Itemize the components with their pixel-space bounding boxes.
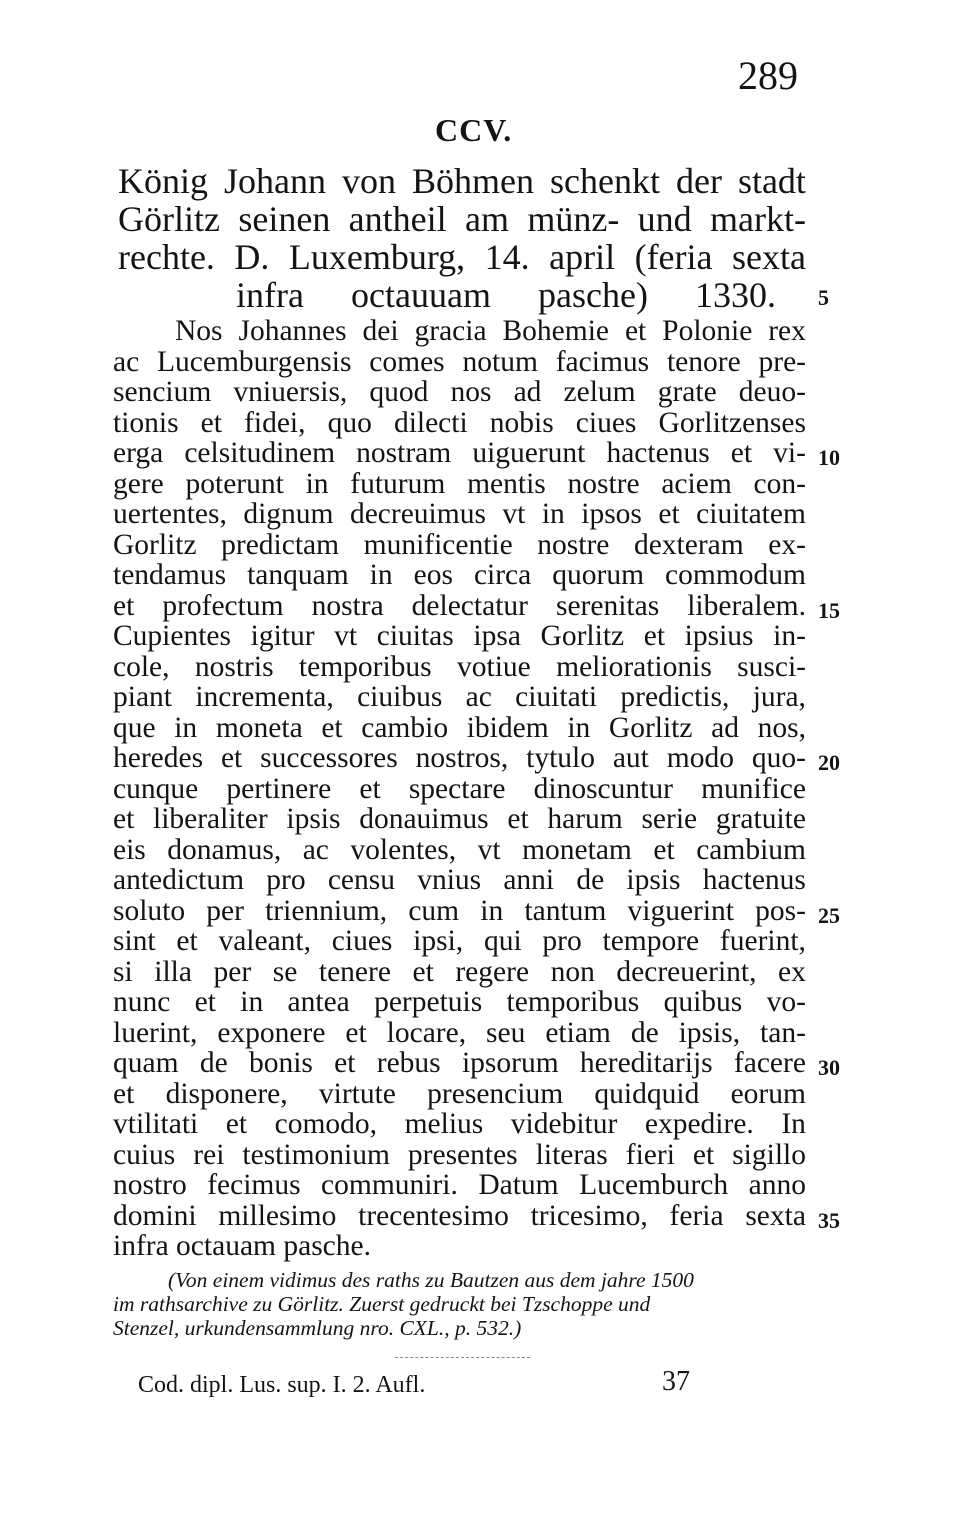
body-line: Cupientes igitur vt ciuitas ipsa Gorlitz et ipsius in- (113, 620, 806, 652)
body-line: piant incrementa, ciuibus ac ciuitati predictis, jura, (113, 681, 806, 713)
heading-word: 1330. (695, 275, 776, 315)
body-line: gere poterunt in futurum mentis nostre aciem con- (113, 467, 806, 500)
heading-word: antheil (348, 199, 447, 239)
source-note-line: (Von einem vidimus des raths zu Bautzen aus dem jahre 1500 (168, 1268, 694, 1292)
margin-line-number: 5 (818, 285, 829, 310)
footer-rule (395, 1357, 530, 1358)
body-line: tionis et fidei, quo dilecti nobis ciues Gorlitzenses (113, 406, 806, 439)
body-line: vtilitati et comodo, melius videbitur expedire. In (113, 1108, 806, 1140)
body-line: erga celsitudinem nostram uiguerunt hactenus et vi- (113, 437, 806, 469)
document-heading (118, 160, 806, 315)
body-line: soluto per triennium, cum in tantum viguerint pos- (113, 894, 806, 927)
heading-word: schenkt (550, 161, 660, 201)
body-line: ac Lucemburgensis comes notum facimus tenore pre- (113, 345, 806, 378)
body-line: uertentes, dignum decreuimus vt in ipsos et ciuitatem (113, 498, 806, 530)
heading-word: König (118, 161, 208, 201)
sheet-signature: Cod. dipl. Lus. sup. I. 2. Aufl. (138, 1372, 426, 1398)
body-line: sencium vniuersis, quod nos ad zelum grate deuo- (113, 376, 806, 408)
body-line: Gorlitz predictam munificentie nostre dexteram ex- (113, 528, 806, 561)
heading-word: von (342, 161, 396, 201)
heading-line (118, 198, 806, 240)
heading-word: rechte. (118, 237, 215, 277)
heading-word: Luxemburg, (288, 237, 466, 277)
heading-word: 14. (484, 237, 530, 277)
heading-word: und (637, 199, 692, 239)
heading-line (118, 160, 806, 202)
heading-word: D. (234, 237, 270, 277)
heading-word: octauuam (351, 275, 491, 315)
source-note-line: Stenzel, urkundensammlung nro. CXL., p. 532.) (113, 1316, 522, 1340)
heading-word: infra (236, 275, 304, 315)
body-line: nostro fecimus communiri. Datum Lucemburch anno (113, 1169, 806, 1201)
body-line: et liberaliter ipsis donauimus et harum serie gratuite (113, 803, 806, 835)
margin-line-number: 15 (818, 597, 840, 623)
source-note-line: im rathsarchive zu Görlitz. Zuerst gedruckt bei Tzschoppe und (113, 1292, 651, 1316)
body-line: heredes et successores nostros, tytulo aut modo quo- (113, 742, 806, 774)
sheet-number: 37 (662, 1366, 690, 1397)
body-line: et disponere, virtute presencium quidquid eorum (113, 1077, 806, 1110)
body-line: infra octauam pasche. (113, 1230, 371, 1262)
margin-line-number: 25 (818, 902, 840, 928)
heading-word: april (549, 237, 616, 277)
heading-line (236, 274, 776, 316)
heading-word: Johann (224, 161, 326, 201)
page-number: 289 (738, 53, 798, 98)
heading-word: (feria (634, 237, 713, 277)
heading-word: pasche) (538, 275, 648, 315)
margin-line-number: 35 (818, 1207, 840, 1233)
body-line: quam de bonis et rebus ipsorum hereditarijs facere (113, 1047, 806, 1079)
body-line: sint et valeant, ciues ipsi, qui pro tempore fuerint, (113, 925, 806, 957)
body-line: si illa per se tenere et regere non decreuerint, ex (113, 955, 806, 988)
heading-word: sexta (731, 237, 806, 277)
body-line: que in moneta et cambio ibidem in Gorlitz ad nos, (113, 711, 806, 744)
body-line: cunque pertinere et spectare dinoscuntur munifice (113, 772, 806, 805)
document-number: CCV. (435, 112, 513, 148)
body-line: domini millesimo trecentesimo tricesimo, feria sexta (113, 1199, 806, 1232)
body-line: nunc et in antea perpetuis temporibus quibus vo- (113, 986, 806, 1018)
heading-line (118, 236, 806, 278)
heading-word: markt- (710, 199, 806, 239)
heading-word: am (465, 199, 509, 239)
body-line: tendamus tanquam in eos circa quorum commodum (113, 559, 806, 591)
margin-line-number: 30 (818, 1055, 840, 1080)
margin-line-number: 10 (818, 445, 840, 470)
body-line: antedictum pro censu vnius anni de ipsis hactenus (113, 864, 806, 896)
body-line: Nos Johannes dei gracia Bohemie et Polonie rex (175, 315, 806, 347)
heading-word: Görlitz (118, 199, 220, 239)
body-line: eis donamus, ac volentes, vt monetam et cambium (113, 833, 806, 866)
heading-word: Böhmen (412, 161, 534, 201)
body-line: cuius rei testimonium presentes literas fieri et sigillo (113, 1138, 806, 1171)
heading-word: der (675, 161, 722, 201)
heading-word: seinen (238, 199, 331, 239)
heading-word: stadt (737, 161, 806, 201)
body-line: et profectum nostra delectatur serenitas liberalem. (113, 589, 806, 622)
body-line: luerint, exponere et locare, seu etiam de ipsis, tan- (113, 1016, 806, 1049)
body-line: cole, nostris temporibus votiue meliorationis susci- (113, 650, 806, 683)
heading-word: münz- (527, 199, 620, 239)
margin-line-number: 20 (818, 750, 840, 775)
